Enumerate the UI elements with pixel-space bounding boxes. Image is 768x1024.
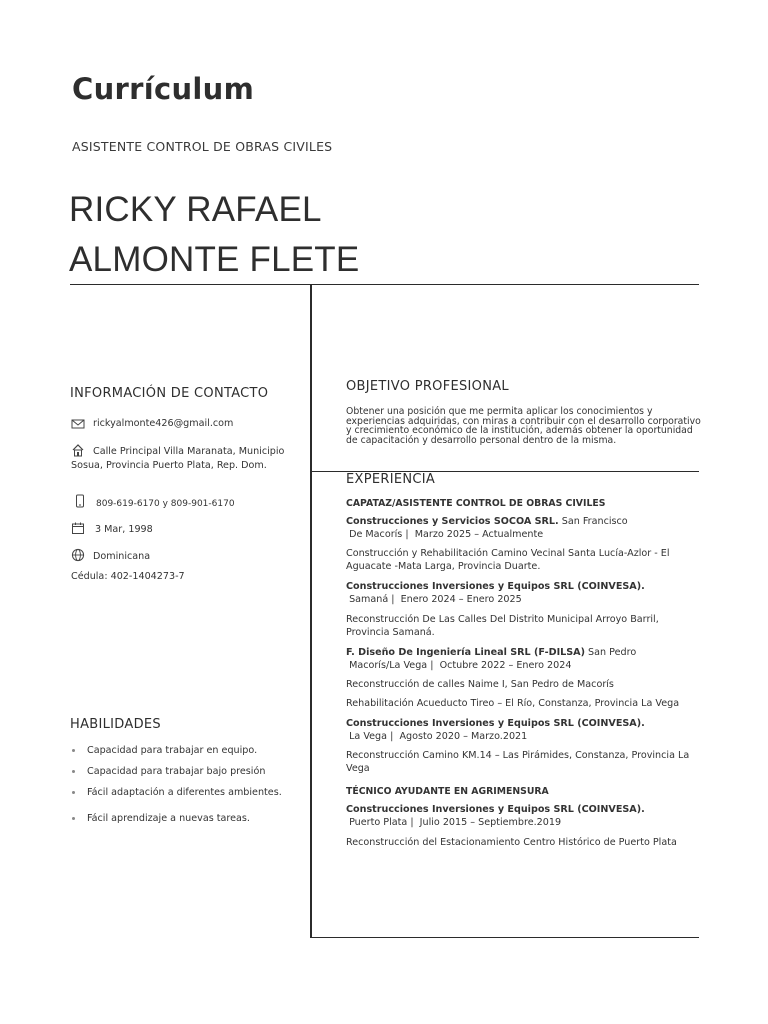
job-description: Reconstrucción Camino KM.14 – Las Pirámides, Constanza, Provincia La Vega xyxy=(346,750,690,774)
job-location: San Pedro xyxy=(588,647,637,658)
job-company: F. Diseño De Ingeniería Lineal SRL (F-DILSA) xyxy=(346,647,585,658)
job-location-cont: De Macorís xyxy=(349,528,403,540)
job-entry: Construcciones y Servicios SOCOA SRL. San Francisco De Macorís | Marzo 2025 – Actualmente xyxy=(346,516,628,540)
job-entry: Construcciones Inversiones y Equipos SRL (COINVESA). La Vega | Agosto 2020 – Marzo.2021 xyxy=(346,718,701,743)
contact-email[interactable]: rickyalmonte426@gmail.com xyxy=(93,418,234,429)
objective-text: Obtener una posición que me permita aplicar los conocimientos y experiencias adquiridas, con miras a contribuir con el desarrollo corporativo y crecimiento económico de la institución, además obtener la oportunidad de capacitación y desarrollo personal dentro de la misma. xyxy=(346,406,701,446)
job-location-cont: Macorís/La Vega xyxy=(349,659,428,671)
job-company: Construcciones Inversiones y Equipos SRL (COINVESA). xyxy=(346,804,645,815)
job-location: Samaná xyxy=(349,593,389,605)
job-description: Construcción y Rehabilitación Camino Vecinal Santa Lucía-Azlor - El Aguacate -Mata Larga, Provincia Duarte. xyxy=(346,548,670,572)
globe-icon xyxy=(71,548,85,562)
objective-heading: OBJETIVO PROFESIONAL xyxy=(346,379,509,394)
email-icon xyxy=(71,417,85,431)
contact-nationality: Dominicana xyxy=(93,551,151,562)
bullet-icon xyxy=(72,770,75,773)
job-dates: Enero 2024 – Enero 2025 xyxy=(400,593,522,605)
experience-heading: EXPERIENCIA xyxy=(346,472,436,487)
bullet-icon xyxy=(72,749,75,752)
job-description: Rehabilitación Acueducto Tireo – El Río, Constanza, Provincia La Vega xyxy=(346,698,680,709)
contact-birthdate: 3 Mar, 1998 xyxy=(95,524,153,535)
contact-address: Calle Principal Villa Maranata, Municipio Sosua, Provincia Puerto Plata, Rep. Dom. xyxy=(71,446,285,471)
calendar-icon xyxy=(71,521,85,535)
job-location: San Francisco xyxy=(561,516,628,527)
phone-icon xyxy=(73,494,87,508)
bullet-icon xyxy=(72,817,75,820)
job-location: La Vega xyxy=(349,730,388,742)
skill-item: Capacidad para trabajar bajo presión xyxy=(72,766,265,777)
job-entry: Construcciones Inversiones y Equipos SRL (COINVESA). Puerto Plata | Julio 2015 – Septiembre.2019 xyxy=(346,804,701,829)
job-dates: Agosto 2020 – Marzo.2021 xyxy=(399,730,528,742)
job-company: Construcciones Inversiones y Equipos SRL (COINVESA). xyxy=(346,718,645,729)
job-entry: Construcciones Inversiones y Equipos SRL (COINVESA). Samaná | Enero 2024 – Enero 2025 xyxy=(346,581,701,606)
job-description: Reconstrucción del Estacionamiento Centro Histórico de Puerto Plata xyxy=(346,837,677,848)
job-description: Reconstrucción de calles Naime I, San Pedro de Macorís xyxy=(346,679,614,690)
job-company: Construcciones y Servicios SOCOA SRL. xyxy=(346,516,559,527)
job-company: Construcciones Inversiones y Equipos SRL (COINVESA). xyxy=(346,581,645,592)
skill-item: Fácil adaptación a diferentes ambientes. xyxy=(72,787,282,798)
contact-phone: 809-619-6170 y 809-901-6170 xyxy=(96,499,235,509)
name-line-1: RICKY RAFAEL xyxy=(69,190,322,229)
job-location: Puerto Plata xyxy=(349,816,408,828)
contact-id-card: Cédula: 402-1404273-7 xyxy=(71,571,185,582)
job-entry: F. Diseño De Ingeniería Lineal SRL (F-DILSA) San Pedro Macorís/La Vega | Octubre 2022 – Enero 2024 xyxy=(346,647,637,671)
job-dates: Octubre 2022 – Enero 2024 xyxy=(439,659,572,671)
job-dates: Julio 2015 – Septiembre.2019 xyxy=(419,816,562,828)
document-title: Currículum xyxy=(72,72,255,106)
job-description: Reconstrucción De Las Calles Del Distrito Municipal Arroyo Barril, Provincia Samaná. xyxy=(346,614,659,638)
column-divider xyxy=(310,285,312,938)
experience-role-2: TÉCNICO AYUDANTE EN AGRIMENSURA xyxy=(346,786,549,797)
skill-item: Fácil aprendizaje a nuevas tareas. xyxy=(72,813,250,824)
header-divider xyxy=(70,284,699,285)
skill-item: Capacidad para trabajar en equipo. xyxy=(72,745,257,756)
job-dates: Marzo 2025 – Actualmente xyxy=(414,528,544,540)
experience-role-1: CAPATAZ/ASISTENTE CONTROL DE OBRAS CIVILES xyxy=(346,498,606,509)
name-line-2: ALMONTE FLETE xyxy=(69,240,360,279)
contact-heading: INFORMACIÓN DE CONTACTO xyxy=(70,386,269,401)
job-title: ASISTENTE CONTROL DE OBRAS CIVILES xyxy=(72,139,333,154)
skills-heading: HABILIDADES xyxy=(70,717,161,732)
bullet-icon xyxy=(72,791,75,794)
footer-divider xyxy=(311,937,699,938)
